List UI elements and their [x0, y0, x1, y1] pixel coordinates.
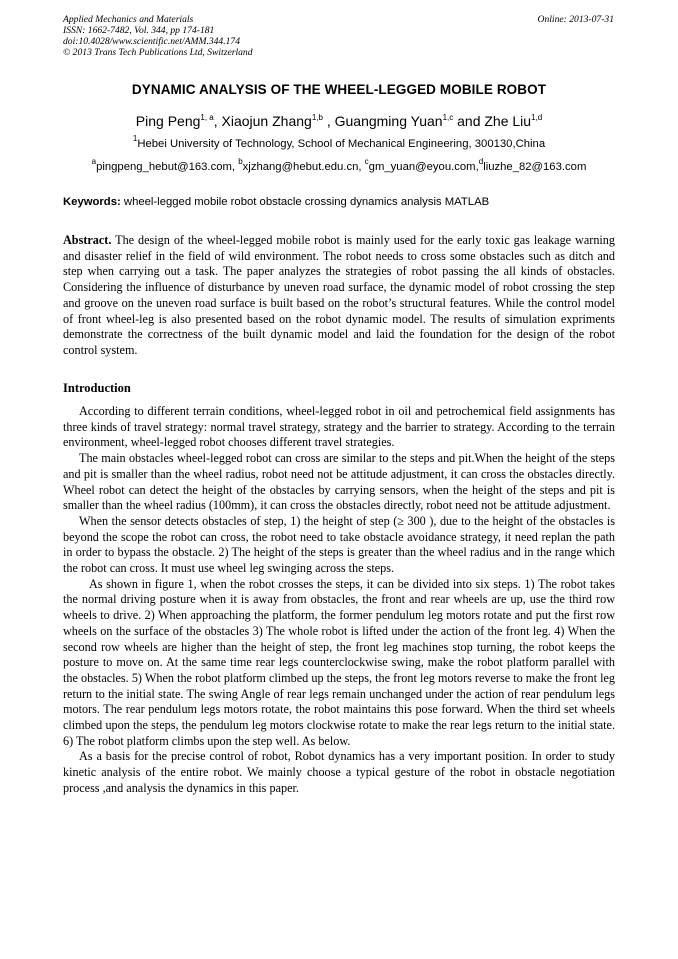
email-link[interactable]: pingpeng_hebut@163.com, [96, 161, 239, 173]
author-sup: 1,b [311, 113, 323, 122]
affiliation-sup: 1 [132, 134, 138, 143]
email-sup: d [478, 157, 484, 166]
keywords-text: wheel-legged mobile robot obstacle crossing dynamics analysis MATLAB [120, 196, 490, 208]
abstract-text: The design of the wheel-legged mobile robot is mainly used for the early toxic gas leakage warning and disaster relief in the field of wild environment. The robot needs to cross some obstacles such as ditch and step when carrying out a task. The paper analyzes the strategies of robot passing the all kinds of obstacles. Considering the influence of disturbance by uneven road surface, the dynamic model of robot crossing the step and groove on the uneven road surface is built based on the robot’s structural features. While the control model of front wheel-leg is also presented based on the robot dynamic model. The results of simulation expriments demonstrate the correctness of the built dynamic model and laid the foundation for the design of the robot control system. [63, 233, 615, 357]
journal-issn: ISSN: 1662-7482, Vol. 344, pp 174-181 [63, 25, 215, 36]
journal-header [63, 14, 253, 58]
email-sup: b [238, 157, 243, 166]
author-list [0, 113, 678, 129]
abstract-label: Abstract. [63, 233, 112, 247]
paragraph: As shown in figure 1, when the robot crosses the steps, it can be divided into six steps. 1) The robot takes the normal driving posture when it is away from obstacles, the front and rear wheels are up, use the third row wheels to drive. 2) When approaching the platform, the former pendulum leg motors rotate and put the first row wheels on the surface of the obstacles 3) The whole robot is lifted under the action of the front leg. 4) When the second row wheels are higher than the height of step, the front leg machines stop turning, the robot keeps the posture to move on. At the same time rear legs counterclockwise swing, make the robot platform parallel with the obstacles. 5) When the robot platform climbed up the steps, the front leg motors reverse to make the front leg return to the initial state. The swing Angle of rear legs remain unchanged under the action of rear pendulum legs motors. The rear pendulum legs motors rotate, the robot maintains this pose forward. When the third set wheels climbed upon the steps, the pendulum leg motors clockwise rotate to make the rear legs return to the initial state. 6) The robot platform climbs upon the step well. As below. [63, 576, 615, 748]
author-sep: and [453, 113, 485, 129]
paragraph: The main obstacles wheel-legged robot can cross are similar to the steps and pit.When the height of the steps and pit is smaller than the wheel radius, robot need not be attitude adjustment, it can cross the obstacles directly. Wheel robot can detect the height of the obstacles by carrying sensors, when the height of the steps and pit is smaller than the wheel radius (100mm), it can cross the obstacles directly, robot need not be attitude adjustment. [63, 451, 615, 513]
paragraph: When the sensor detects obstacles of step, 1) the height of step (≥ 300 ), due to the height of the obstacles is beyond the scope the robot can cross, the robot need to take obstacle avoidance strategy, it need replan the path in order to bypass the obstacle. 2) The height of the steps is greater than the wheel radius and in the range which the robot can cross. It must use wheel leg swinging across the steps. [63, 513, 615, 576]
email-link[interactable]: xjzhang@hebut.edu.cn, [242, 161, 365, 173]
paper-title: DYNAMIC ANALYSIS OF THE WHEEL-LEGGED MOBILE ROBOT [131, 82, 547, 97]
introduction-body [63, 404, 615, 797]
email-link[interactable]: liuzhe_82@163.com [483, 161, 587, 173]
author-sup: 1, a [200, 113, 214, 122]
journal-copyright: © 2013 Trans Tech Publications Ltd, Switzerland [63, 47, 253, 58]
author-emails [0, 157, 678, 173]
journal-name: Applied Mechanics and Materials [63, 14, 194, 25]
author-sep: , [213, 113, 222, 129]
author-sep: , [322, 113, 335, 129]
author-name: Zhe Liu [484, 113, 532, 129]
email-link[interactable]: gm_yuan@eyou.com, [368, 161, 479, 173]
affiliation [0, 134, 678, 150]
author-name: Xiaojun Zhang [221, 113, 312, 129]
author-name: Guangming Yuan [334, 113, 443, 129]
journal-doi: doi:10.4028/www.scientific.net/AMM.344.174 [63, 36, 241, 47]
online-date: Online: 2013-07-31 [537, 14, 614, 25]
email-sup: c [364, 157, 369, 166]
author-sup: 1,c [442, 113, 454, 122]
abstract [63, 233, 615, 359]
keywords [63, 196, 623, 208]
section-heading-introduction: Introduction [63, 381, 131, 395]
paragraph: According to different terrain conditions, wheel-legged robot in oil and petrochemical field assignments has three kinds of travel strategy: normal travel strategy, strategy and the barrier to strategy. According to the terrain environment, wheel-legged robot chooses different travel strategies. [63, 404, 615, 450]
affiliation-text: Hebei University of Technology, School of Mechanical Engineering, 300130,China [137, 138, 546, 150]
author-sup: 1,d [531, 113, 543, 122]
keywords-label: Keywords: [63, 196, 121, 208]
email-sup: a [91, 157, 97, 166]
author-name: Ping Peng [135, 113, 201, 129]
paragraph: As a basis for the precise control of robot, Robot dynamics has a very important position. In order to study kinetic analysis of the entire robot. We mainly choose a typical gesture of the robot in obstacle negotiation process ,and analysis the dynamics in this paper. [63, 749, 615, 795]
